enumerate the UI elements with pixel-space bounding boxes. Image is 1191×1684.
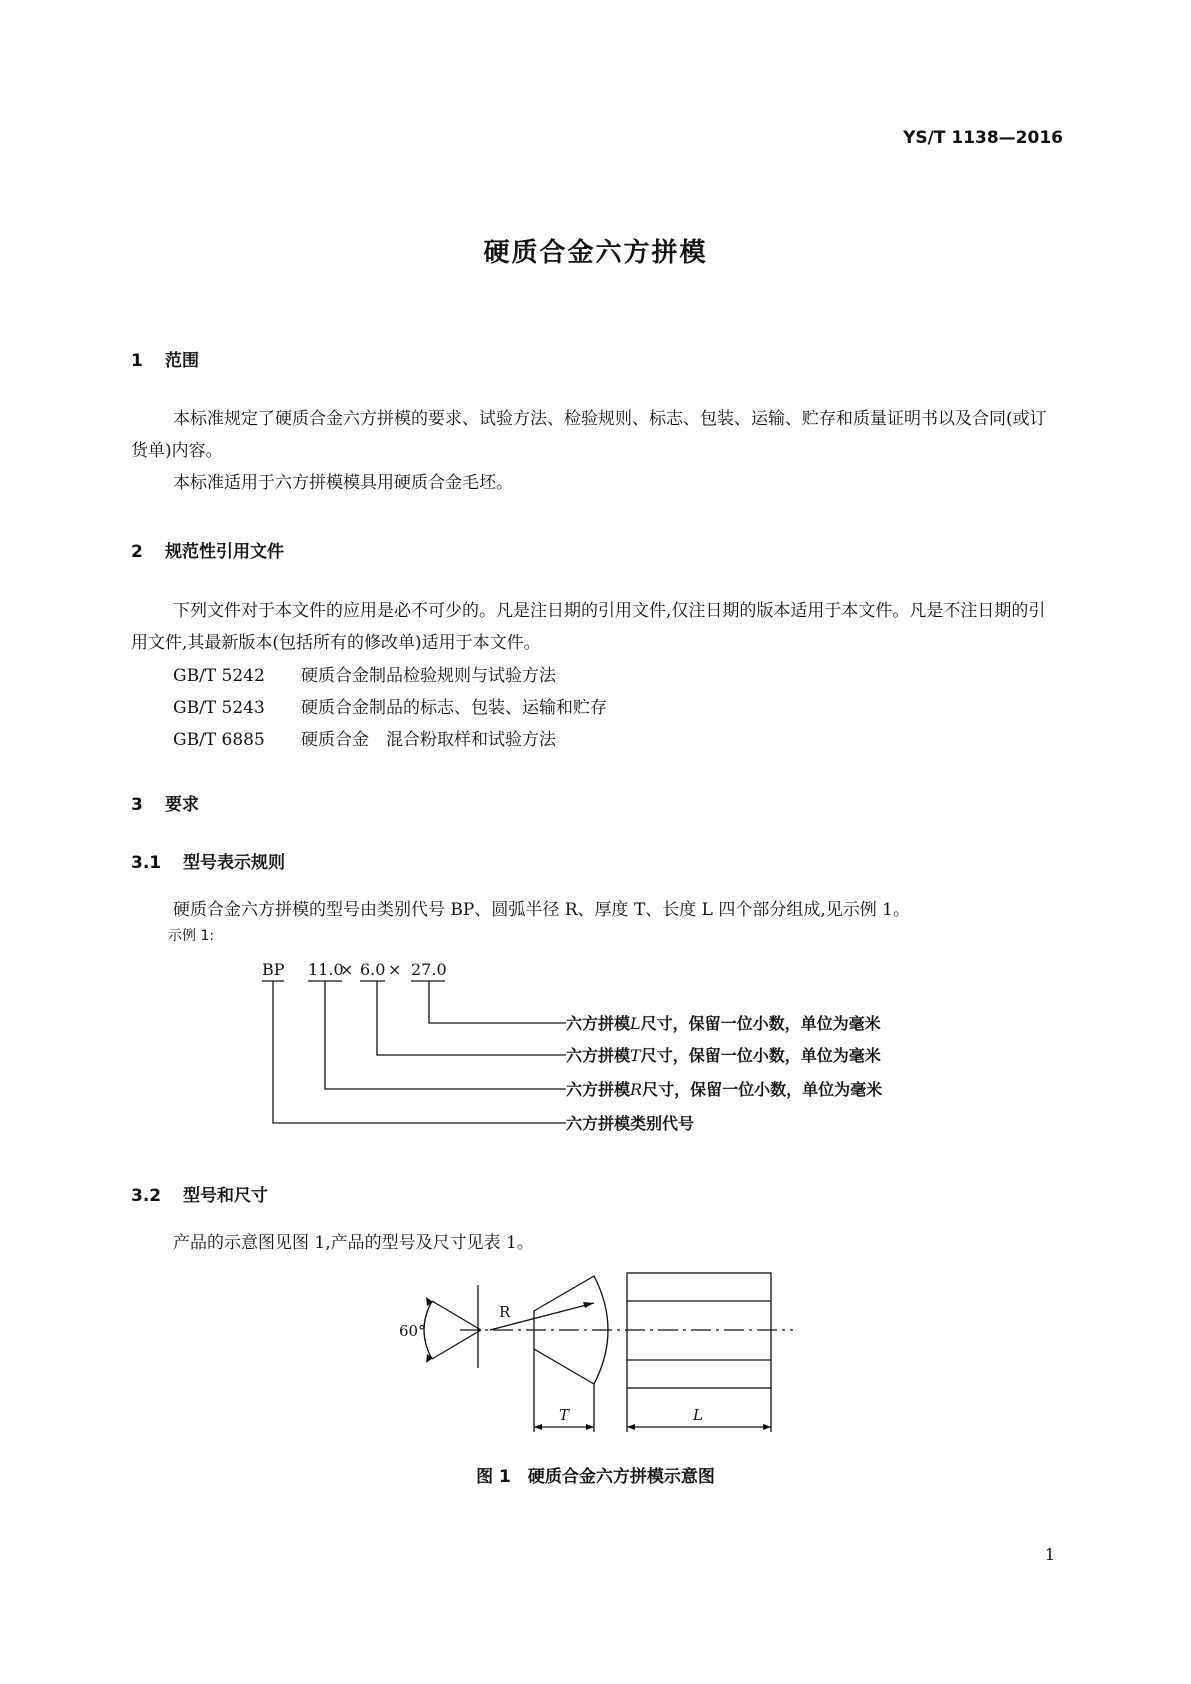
leader-label-l: 六方拼模L尺寸，保留一位小数，单位为毫米: [566, 1014, 881, 1033]
section-number: 3: [131, 795, 143, 815]
radius-label: R: [499, 1303, 511, 1321]
section-1-paragraph-2: 本标准适用于六方拼模模具用硬质合金毛坯。: [173, 473, 513, 493]
reference-code: GB/T 5243: [173, 698, 265, 718]
leader-label-bp: 六方拼模类别代号: [566, 1114, 695, 1133]
leader-label-r: 六方拼模R尺寸，保留一位小数，单位为毫米: [566, 1080, 883, 1099]
code-bp: BP: [262, 960, 285, 979]
section-title: 规范性引用文件: [165, 542, 284, 562]
reference-title: 硬质合金制品检验规则与试验方法: [301, 666, 556, 686]
section-number: 3.1: [131, 853, 162, 873]
section-3-2-paragraph: 产品的示意图见图 1,产品的型号及尺寸见表 1。: [173, 1233, 534, 1253]
reference-code: GB/T 6885: [173, 730, 265, 750]
section-2-paragraph-1: 下列文件对于本文件的应用是必不可少的。凡是注日期的引用文件,仅注日期的版本适用于本文件。凡是不注日期的引用文件,其最新版本(包括所有的修改单)适用于本文件。: [131, 601, 1046, 653]
reference-title: 硬质合金制品的标志、包装、运输和贮存: [301, 698, 607, 718]
section-1-paragraph-1: 本标准规定了硬质合金六方拼模的要求、试验方法、检验规则、标志、包装、运输、贮存和质量证明书以及合同(或订货单)内容。: [131, 409, 1047, 461]
section-3-1-paragraph: 硬质合金六方拼模的型号由类别代号 BP、圆弧半径 R、厚度 T、长度 L 四个部分组成,见示例 1。: [173, 900, 910, 920]
section-title: 型号和尺寸: [183, 1186, 268, 1206]
length-label: L: [693, 1406, 703, 1424]
code-l: 27.0: [411, 960, 447, 979]
angle-side-line: [432, 1330, 481, 1359]
angle-label: 60°: [399, 1322, 426, 1340]
code-times: ×: [388, 960, 402, 979]
section-number: 2: [131, 542, 143, 562]
section-number: 1: [131, 351, 143, 371]
example-label: 示例 1:: [168, 928, 215, 944]
reference-code: GB/T 5242: [173, 666, 265, 686]
code-r: 11.0: [308, 960, 344, 979]
section-title: 要求: [165, 795, 199, 815]
section-number: 3.2: [131, 1186, 162, 1206]
page-number: 1: [1044, 1545, 1055, 1564]
code-times: ×: [340, 960, 354, 979]
section-title: 范围: [165, 351, 199, 371]
document-title: 硬质合金六方拼模: [483, 238, 708, 268]
code-t: 6.0: [360, 960, 386, 979]
leader-label-t: 六方拼模T尺寸，保留一位小数，单位为毫米: [566, 1046, 881, 1065]
reference-title: 硬质合金 混合粉取样和试验方法: [301, 730, 556, 750]
figure-caption: 图 1 硬质合金六方拼模示意图: [476, 1467, 715, 1487]
angle-side-line: [432, 1301, 481, 1330]
section-title: 型号表示规则: [183, 853, 285, 873]
thickness-label: T: [559, 1406, 570, 1424]
standard-code: YS/T 1138—2016: [903, 128, 1063, 148]
